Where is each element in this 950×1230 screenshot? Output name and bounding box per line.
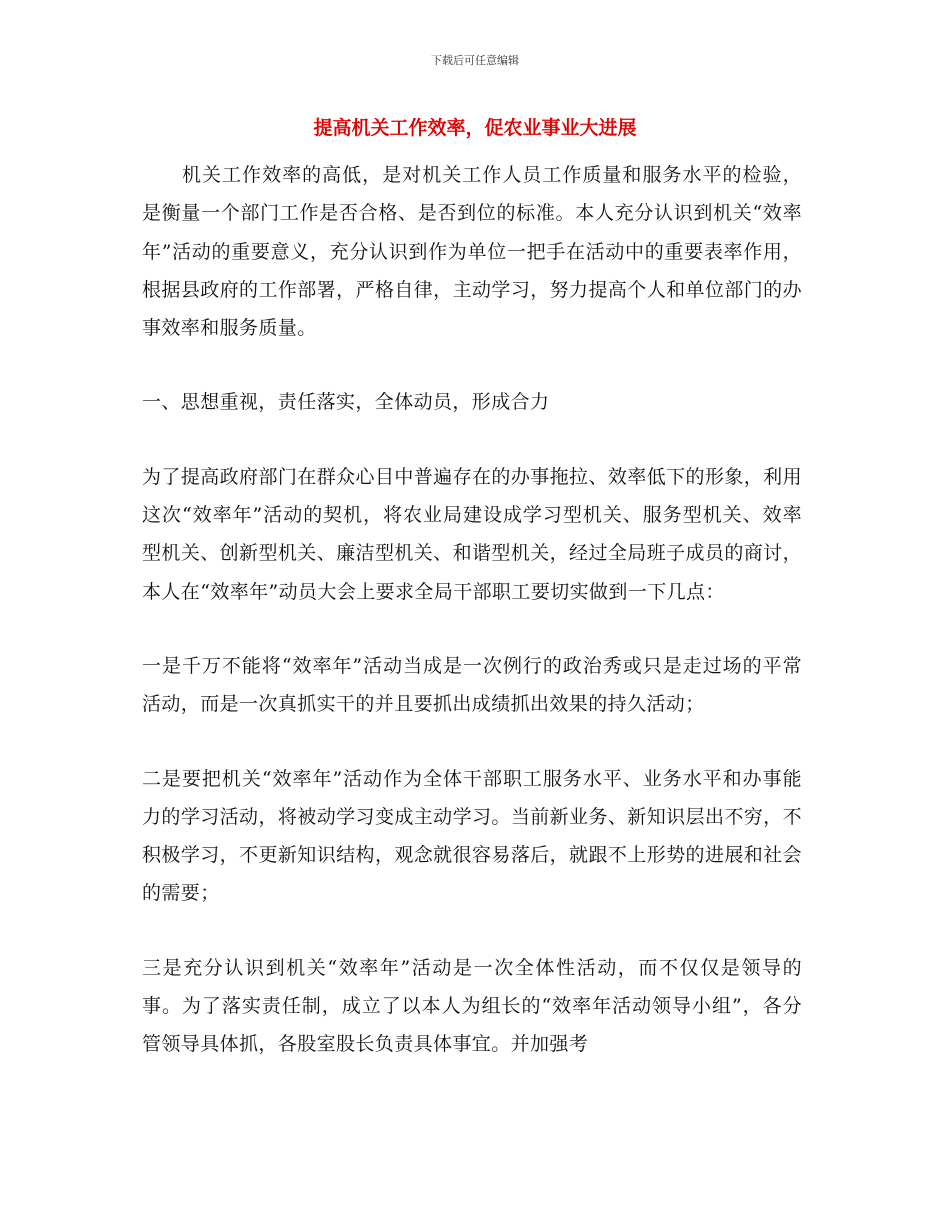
document-title: 提高机关工作效率，促农业事业大进展 xyxy=(313,117,637,139)
page-header-note: 下载后可任意编辑 xyxy=(431,54,519,67)
paragraph-point-3: 三是充分认识到机关“效率年”活动是一次全体性活动，而不仅仅是领导的事。为了落实责任制，成立了以本人为组长的“效率年活动领导小组”，各分管领导具体抓，各股室股长负责具体事宜。并加强考 xyxy=(142,956,802,1056)
paragraph-intro: 机关工作效率的高低，是对机关工作人员工作质量和服务水平的检验，是衡量一个部门工作是否合格、是否到位的标准。本人充分认识到机关“效率年”活动的重要意义，充分认识到作为单位一把手在活动中的重要表率作用，根据县政府的工作部署，严格自律，主动学习，努力提高个人和单位部门的办事效率和服务质量。 xyxy=(142,164,802,340)
document-body xyxy=(142,156,802,1064)
paragraph-point-2: 二是要把机关“效率年”活动作为全体干部职工服务水平、业务水平和办事能力的学习活动，将被动学习变成主动学习。当前新业务、新知识层出不穷，不积极学习，不更新知识结构，观念就很容易落后，就跟不上形势的进展和社会的需要； xyxy=(142,767,802,905)
paragraph-point-1: 一是千万不能将“效率年”活动当成是一次例行的政治秀或只是走过场的平常活动，而是一次真抓实干的并且要抓出成绩抓出效果的持久活动； xyxy=(142,654,802,716)
paragraph-purpose: 为了提高政府部门在群众心目中普遍存在的办事拖拉、效率低下的形象，利用这次“效率年”活动的契机，将农业局建设成学习型机关、服务型机关、效率型机关、创新型机关、廉洁型机关、和谐型机关，经过全局班子成员的商讨，本人在“效率年”动员大会上要求全局干部职工要切实做到一下几点： xyxy=(142,465,802,603)
section-heading-1: 一、思想重视，责任落实，全体动员，形成合力 xyxy=(142,391,550,414)
